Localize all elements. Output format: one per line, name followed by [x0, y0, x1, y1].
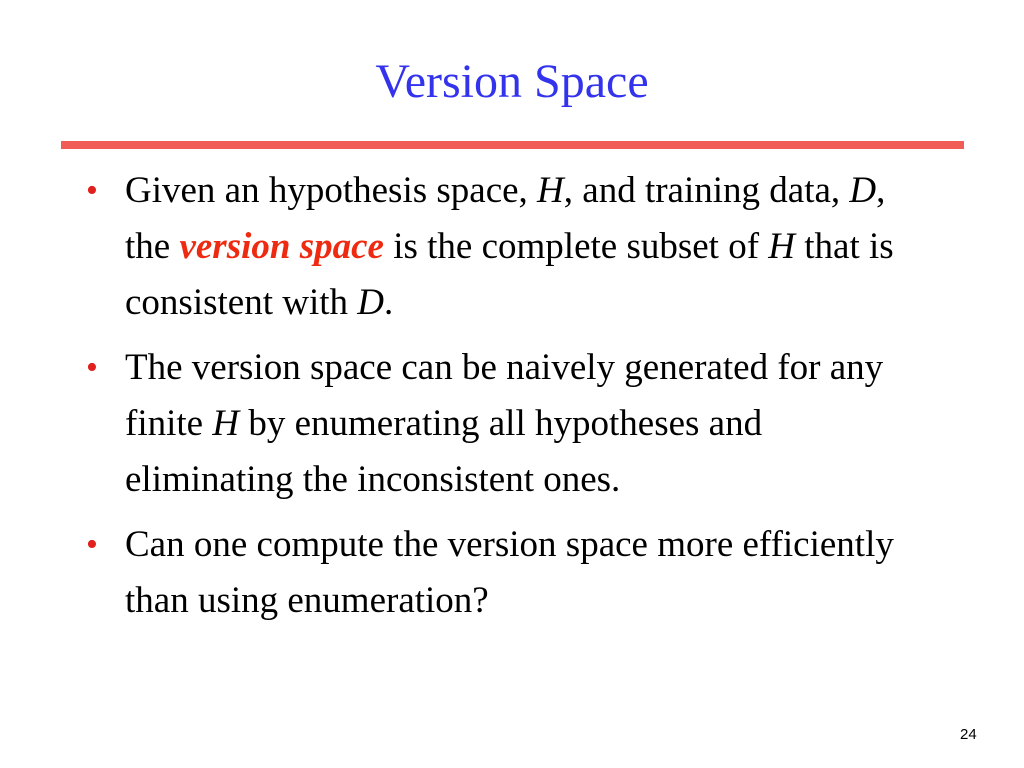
highlighted-term: version space — [179, 226, 384, 267]
title-divider — [61, 141, 964, 149]
bullet-text: Given an hypothesis space, H, and training data, D, the version space is the complete subset of H that is consistent with D. — [125, 170, 894, 323]
bullet-item — [0, 340, 1024, 508]
bullet-list — [0, 163, 1024, 638]
bullet-text: Can one compute the version space more efficiently than using enumeration? — [125, 524, 894, 621]
slide-title: Version Space — [375, 55, 649, 108]
bullet-dot-icon: • — [86, 349, 98, 386]
bullet-item — [0, 517, 1024, 629]
bullet-dot-icon: • — [86, 172, 98, 209]
bullet-text: The version space can be naively generated for any finite H by enumerating all hypotheses and eliminating the inconsistent ones. — [125, 347, 884, 500]
slide-number: 24 — [960, 726, 977, 743]
bullet-dot-icon: • — [86, 526, 98, 563]
bullet-item — [0, 163, 1024, 331]
